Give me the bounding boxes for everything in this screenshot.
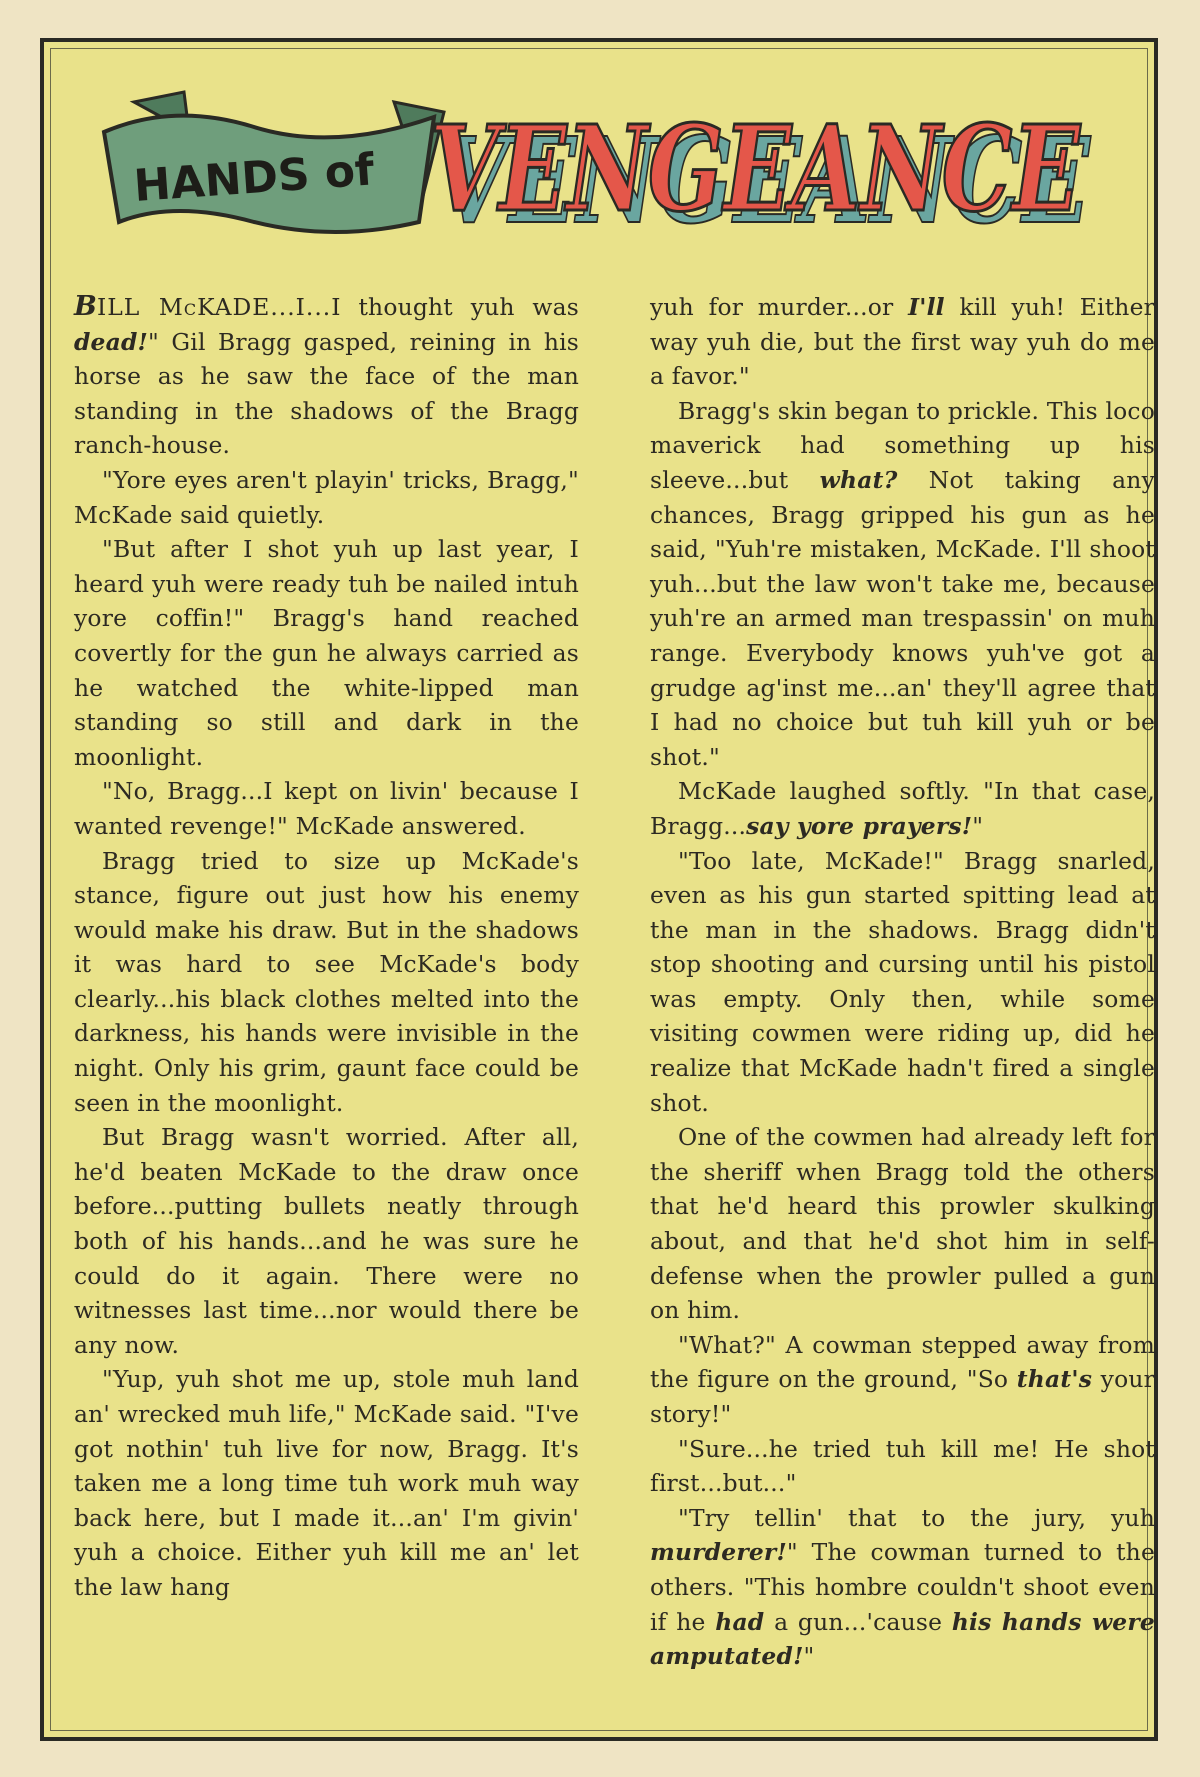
emphasis: I'll <box>908 293 945 321</box>
paragraph: "Yore eyes aren't playin' tricks, Bragg," McKade said quietly. <box>74 465 579 529</box>
comic-text-page <box>40 38 1158 1741</box>
title-shadow: VENGEANCE <box>440 111 1092 250</box>
story-column-right <box>650 290 1155 1674</box>
paragraph: Bragg tried to size up McKade's stance, figure out just how his enemy would make his draw. But in the shadows it was hard to see McKade's body clearly...his black clothes melted into the darkness, his hands were invisible in the night. Only his grim, gaunt face could be seen in the moonlight. <box>74 846 579 1117</box>
text-run: McKade laughed softly. "In that case, Bragg... <box>650 777 1155 840</box>
text-run: "What?" A cowman stepped away from the figure on the ground, "So <box>650 1330 1155 1394</box>
paragraph <box>650 1501 1155 1674</box>
text-run: Bragg's skin began to prickle. This loco maverick had something up his sleeve...but <box>650 396 1155 494</box>
emphasis: had <box>715 1607 765 1636</box>
emphasis: dead! <box>74 327 149 356</box>
text-run: a gun...'cause <box>764 1607 952 1636</box>
paragraph: "Yup, yuh shot me up, stole muh land an' wrecked muh life," McKade said. "I've got nothin' tuh live for now, Bragg. It's taken me a long time tuh work muh way back here, but I made it...an' I'm givin' yuh a choice. Either yuh kill me an' let the law hang <box>74 1365 579 1601</box>
emphasis: his hands were amputated! <box>650 1607 1155 1671</box>
paragraph: "No, Bragg...I kept on livin' because I wanted revenge!" McKade answered. <box>74 777 579 840</box>
paragraph: "Sure...he tried tuh kill me! He shot first...but..." <box>650 1434 1155 1498</box>
ribbon-text: HANDS of <box>132 144 376 213</box>
text-run: " <box>803 1642 815 1671</box>
paragraph <box>650 394 1155 775</box>
text-run: kill yuh! Either way yuh die, but the first way yuh do me a favor." <box>650 293 1155 391</box>
text-run: yuh for murder...or <box>650 293 909 321</box>
paragraph: "Too late, McKade!" Bragg snarled, even as his gun started spitting lead at the man in the shadows. Bragg didn't stop shooting and cursing until his pistol was empty. Only then, while some visiting cowmen were riding up, did he realize that McKade hadn't fired a single shot. <box>650 846 1155 1117</box>
drop-cap: B <box>74 291 98 322</box>
emphasis: murderer! <box>650 1538 787 1567</box>
paragraph: One of the cowmen had already left for the sheriff when Bragg told the others that he'd heard this prowler skulking about, and that he'd shot him in self-defense when the prowler pulled a gun on him. <box>650 1123 1155 1325</box>
paragraph: But Bragg wasn't worried. After all, he'd beaten McKade to the draw once before...putting bullets neatly through both of his hands...and he was sure he could do it again. There were no witnesses last time...nor would there be any now. <box>74 1123 579 1359</box>
text-run: I thought yuh was <box>331 293 579 321</box>
title-banner <box>94 72 1114 272</box>
text-run: " <box>972 811 984 840</box>
paragraph <box>650 774 1155 843</box>
text-run: " Gil Bragg gasped, reining in his horse as he saw the face of the man standing in the shadows of the Bragg ranch-house. <box>74 327 579 460</box>
paragraph <box>650 290 1155 394</box>
story-columns <box>66 290 1155 1710</box>
text-run: " The cowman turned to the others. "This hombre couldn't shoot even if he <box>650 1538 1155 1636</box>
paragraph <box>650 1328 1155 1432</box>
emphasis: say yore prayers! <box>746 811 973 840</box>
title-artwork <box>94 72 1114 272</box>
paragraph <box>74 290 579 463</box>
title-main: VENGEANCE <box>430 99 1082 238</box>
emphasis: that's <box>1016 1365 1093 1394</box>
text-run: Not taking any chances, Bragg gripped his gun as he said, "Yuh're mistaken, McKade. I'll shoot yuh...but the law won't take me, because yuh're an armed man trespassin' on muh range. Everybody knows yuh've got a grudge ag'inst me...an' they'll agree that I had no choice but tuh kill yuh or be shot." <box>650 465 1155 771</box>
lead-in-caps: ILL McKADE...I... <box>97 293 332 321</box>
story-column-left <box>74 290 579 1605</box>
text-run: "Try tellin' that to the jury, yuh <box>678 1503 1155 1532</box>
emphasis: what? <box>819 465 898 494</box>
text-run: your story!" <box>650 1365 1155 1428</box>
paragraph: "But after I shot yuh up last year, I heard yuh were ready tuh be nailed intuh yore coffin!" Bragg's hand reached covertly for the gun he always carried as he watched the white-lipped man standing so still and dark in the moonlight. <box>74 535 579 771</box>
